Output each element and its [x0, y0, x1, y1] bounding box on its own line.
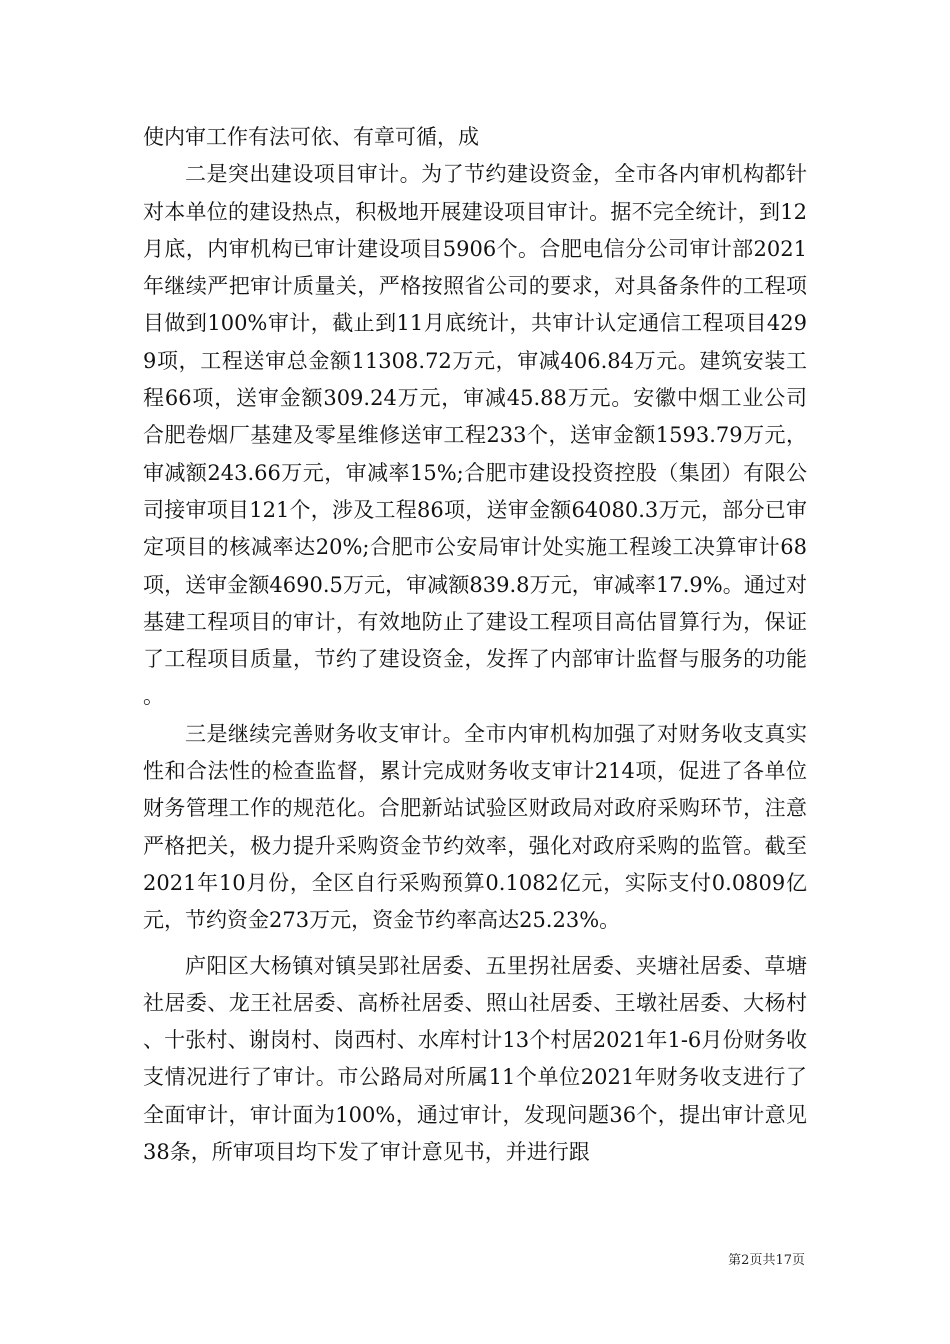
paragraph-3: 三是继续完善财务收支审计。全市内审机构加强了对财务收支真实性和合法性的检查监督，累计完成财务收支审计214项，促进了各单位财务管理工作的规范化。合肥新站试验区财政局对政府采购环节，注意严格把关，极力提升采购资金节约效率，强化对政府采购的监管。截至2021年10月份，全区自行采购预算0.1082亿元，实际支付0.0809亿元，节约资金273万元，资金节约率高达25.23%。 — [143, 721, 807, 933]
paragraph-2: 二是突出建设项目审计。为了节约建设资金，全市各内审机构都针对本单位的建设热点，积极地开展建设项目审计。据不完全统计，到12月底，内审机构已审计建设项目5906个。合肥电信分公司审计部2021年继续严把审计质量关，严格按照省公司的要求，对具备条件的工程项目做到100%审计，截止到11月底统计，共审计认定通信工程项目4299项，工程送审总金额11308.72万元，审减406.84万元。建筑安装工程66项，送审金额309.24万元，审减45.88万元。安徽中烟工业公司合肥卷烟厂基建及零星维修送审工程233个，送审金额1593.79万元，审减额243.66万元，审减率15%;合肥市建设投资控股（集团）有限公司接审项目121个，涉及工程86项，送审金额64080.3万元，部分已审定项目的核减率达20%;合肥市公安局审计处实施工程竣工决算审计68项，送审金额4690.5万元，审减额839.8万元，审减率17.9%。通过对基建工程项目的审计，有效地防止了建设工程项目高估冒算行为，保证了工程项目质量，节约了建设资金，发挥了内部审计监督与服务的功能。 — [143, 162, 807, 709]
page-number-footer: 第2页共17页 — [728, 1253, 805, 1268]
body-text — [143, 119, 807, 1171]
paragraph-1: 使内审工作有法可依、有章可循，成 — [143, 125, 479, 149]
paragraph-4: 庐阳区大杨镇对镇吴郢社居委、五里拐社居委、夹塘社居委、草塘社居委、龙王社居委、高桥社居委、照山社居委、王墩社居委、大杨村、十张村、谢岗村、岗西村、水库村计13个村居2021年1-6月份财务收支情况进行了审计。市公路局对所属11个单位2021年财务收支进行了全面审计，审计面为100%，通过审计，发现问题36个，提出审计意见38条，所审项目均下发了审计意见书，并进行跟 — [143, 953, 807, 1165]
